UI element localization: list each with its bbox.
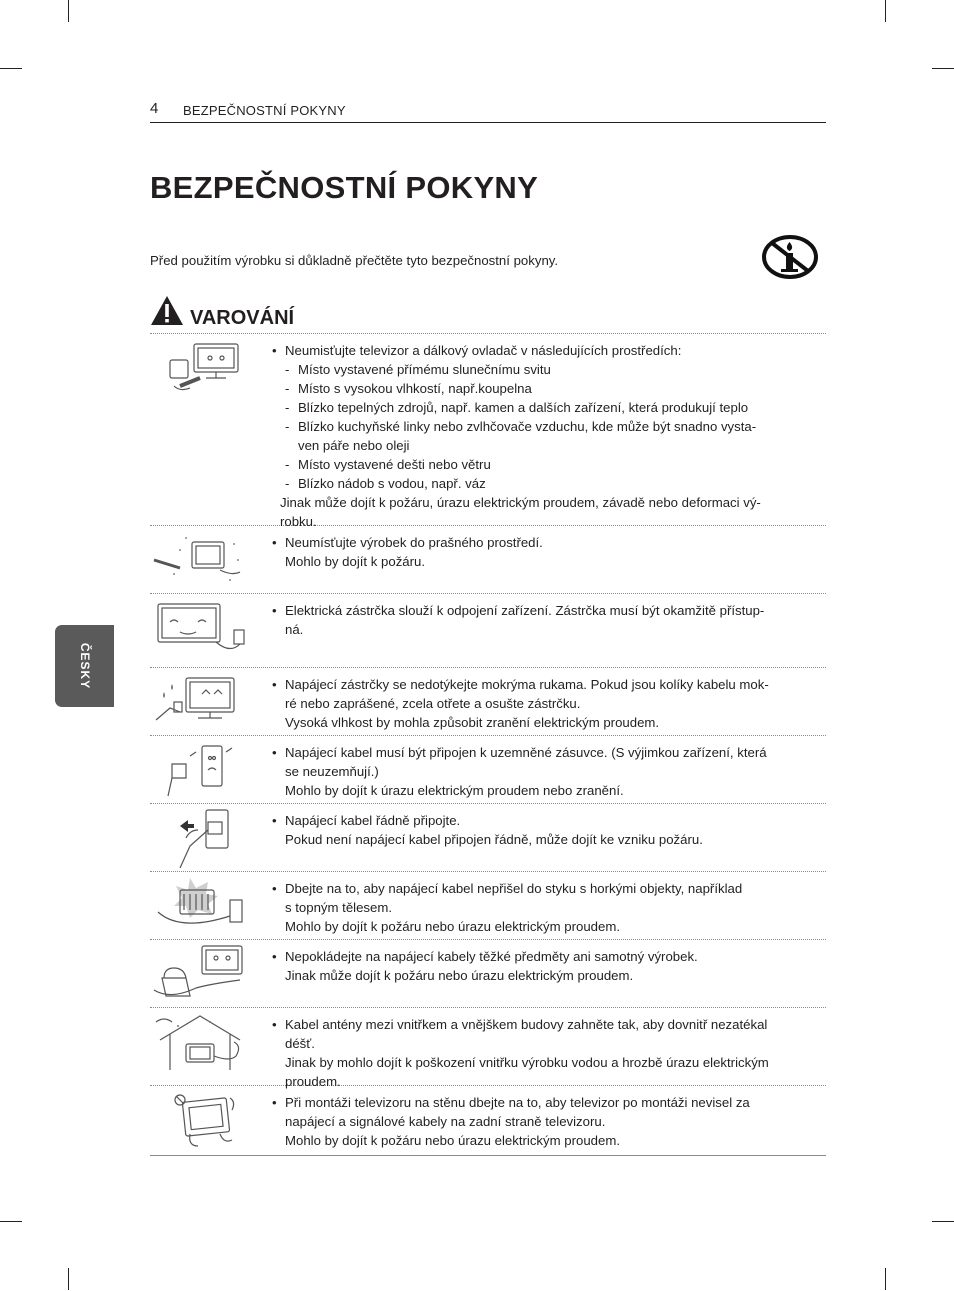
crop-mark — [0, 1221, 22, 1222]
header-title: BEZPEČNOSTNÍ POKYNY — [183, 103, 346, 118]
warning-bullet: • Nepokládejte na napájecí kabely těžké předměty ani samotný výrobek. — [272, 947, 826, 966]
warning-title: VAROVÁNÍ — [190, 307, 295, 329]
antenna-cable-illustration — [150, 1012, 246, 1072]
warning-bullet: • Při montáži televizoru na stěnu dbejte na to, aby televizor po montáži nevisel za — [272, 1093, 826, 1112]
warning-note: s topným tělesem. — [285, 900, 393, 915]
warning-item — [150, 668, 826, 736]
wet-hands-illustration — [150, 672, 246, 732]
wall-mount-illustration — [150, 1090, 246, 1150]
crop-mark — [932, 1221, 954, 1222]
warning-item — [150, 334, 826, 529]
warning-bullet: • Kabel antény mezi vnitřkem a vnějškem budovy zahněte tak, aby dovnitř nezatékal — [272, 1015, 826, 1034]
warning-note: robku. — [280, 514, 317, 529]
running-header — [150, 100, 826, 123]
warning-note: proudem. — [285, 1074, 341, 1089]
tv-environment-illustration — [150, 338, 246, 398]
no-candle-icon — [761, 234, 819, 280]
crop-mark — [885, 0, 886, 22]
plug-disconnect-illustration — [150, 598, 246, 658]
warning-note: Mohlo by dojít k požáru nebo úrazu elektrickým proudem. — [285, 919, 620, 934]
warning-bullet: • Napájecí zástrčky se nedotýkejte mokrýma rukama. Pokud jsou kolíky kabelu mok- — [272, 675, 826, 694]
plug-insert-illustration — [150, 808, 246, 868]
warning-dash: - Blízko tepelných zdrojů, např. kamen a dalších zařízení, která produkují teplo — [272, 398, 826, 417]
warning-bullet: • Neumísťujte výrobek do prašného prostředí. — [272, 533, 826, 552]
crop-mark — [68, 0, 69, 22]
crop-mark — [885, 1268, 886, 1290]
warning-item — [150, 804, 826, 872]
language-tab — [55, 625, 114, 707]
warning-note: Mohlo by dojít k požáru nebo úrazu elektrickým proudem. — [285, 1133, 620, 1148]
warning-note: déšť. — [285, 1036, 315, 1051]
warning-note: Pokud není napájecí kabel připojen řádně, může dojít ke vzniku požáru. — [285, 832, 703, 847]
warning-bullet: • Dbejte na to, aby napájecí kabel nepřišel do styku s horkými objekty, například — [272, 879, 826, 898]
intro-text: Před použitím výrobku si důkladně přečtěte tyto bezpečnostní pokyny. — [150, 253, 559, 268]
warning-item — [150, 1086, 826, 1156]
language-tab-label: ČESKY — [77, 642, 92, 690]
warning-dash: - Blízko kuchyňské linky nebo zvlhčovače vzduchu, kde může být snadno vysta- — [272, 417, 826, 436]
warning-heading — [150, 295, 826, 334]
heavy-object-illustration — [150, 944, 246, 1004]
warning-note: Jinak může dojít k požáru, úrazu elektrickým proudem, závadě nebo deformaci vý- — [280, 495, 761, 510]
page-title: BEZPEČNOSTNÍ POKYNY — [150, 170, 539, 205]
warning-dash: - Místo vystavené přímému slunečnímu svitu — [272, 360, 826, 379]
warning-note: napájecí a signálové kabely na zadní straně televizoru. — [285, 1114, 606, 1129]
warning-note: Jinak by mohlo dojít k poškození vnitřku výrobku vodou a hrozbě úrazu elektrickým — [285, 1055, 769, 1070]
warning-item — [150, 736, 826, 804]
dusty-tv-illustration — [150, 530, 246, 590]
warning-item — [150, 872, 826, 940]
crop-mark — [68, 1268, 69, 1290]
warning-item — [150, 594, 826, 668]
warning-item — [150, 526, 826, 594]
hot-object-illustration — [150, 876, 246, 936]
warning-bullet: • Napájecí kabel musí být připojen k uzemněné zásuvce. (S výjimkou zařízení, která — [272, 743, 826, 762]
warning-bullet: • Elektrická zástrčka slouží k odpojení zařízení. Zástrčka musí být okamžitě přístup- — [272, 601, 826, 620]
warning-note: Jinak může dojít k požáru nebo úrazu elektrickým proudem. — [285, 968, 634, 983]
warning-note: ré nebo zaprášené, zcela otřete a osušte zástrčku. — [285, 696, 581, 711]
warning-note: se neuzemňují.) — [285, 764, 379, 779]
warning-list — [150, 334, 826, 1156]
warning-triangle-icon — [150, 295, 184, 326]
grounded-outlet-illustration — [150, 740, 246, 800]
crop-mark — [932, 68, 954, 69]
warning-item — [150, 940, 826, 1008]
warning-dash: - Blízko nádob s vodou, např. váz — [272, 474, 826, 493]
warning-note: Vysoká vlhkost by mohla způsobit zranění elektrickým proudem. — [285, 715, 660, 730]
warning-note: Mohlo by dojít k požáru. — [285, 554, 426, 569]
warning-dash: - Místo s vysokou vlhkostí, např.koupelna — [272, 379, 826, 398]
warning-bullet: • Napájecí kabel řádně připojte. — [272, 811, 826, 830]
warning-item — [150, 1008, 826, 1089]
warning-bullet: • Neumisťujte televizor a dálkový ovladač v následujících prostředích: — [272, 341, 826, 360]
warning-note: Mohlo by dojít k úrazu elektrickým proudem nebo zranění. — [285, 783, 624, 798]
warning-dash: - Místo vystavené dešti nebo větru — [272, 455, 826, 474]
crop-mark — [0, 68, 22, 69]
warning-dash-continuation: ven páře nebo oleji — [298, 438, 410, 453]
warning-note: ná. — [285, 622, 304, 637]
page-number: 4 — [150, 100, 159, 117]
